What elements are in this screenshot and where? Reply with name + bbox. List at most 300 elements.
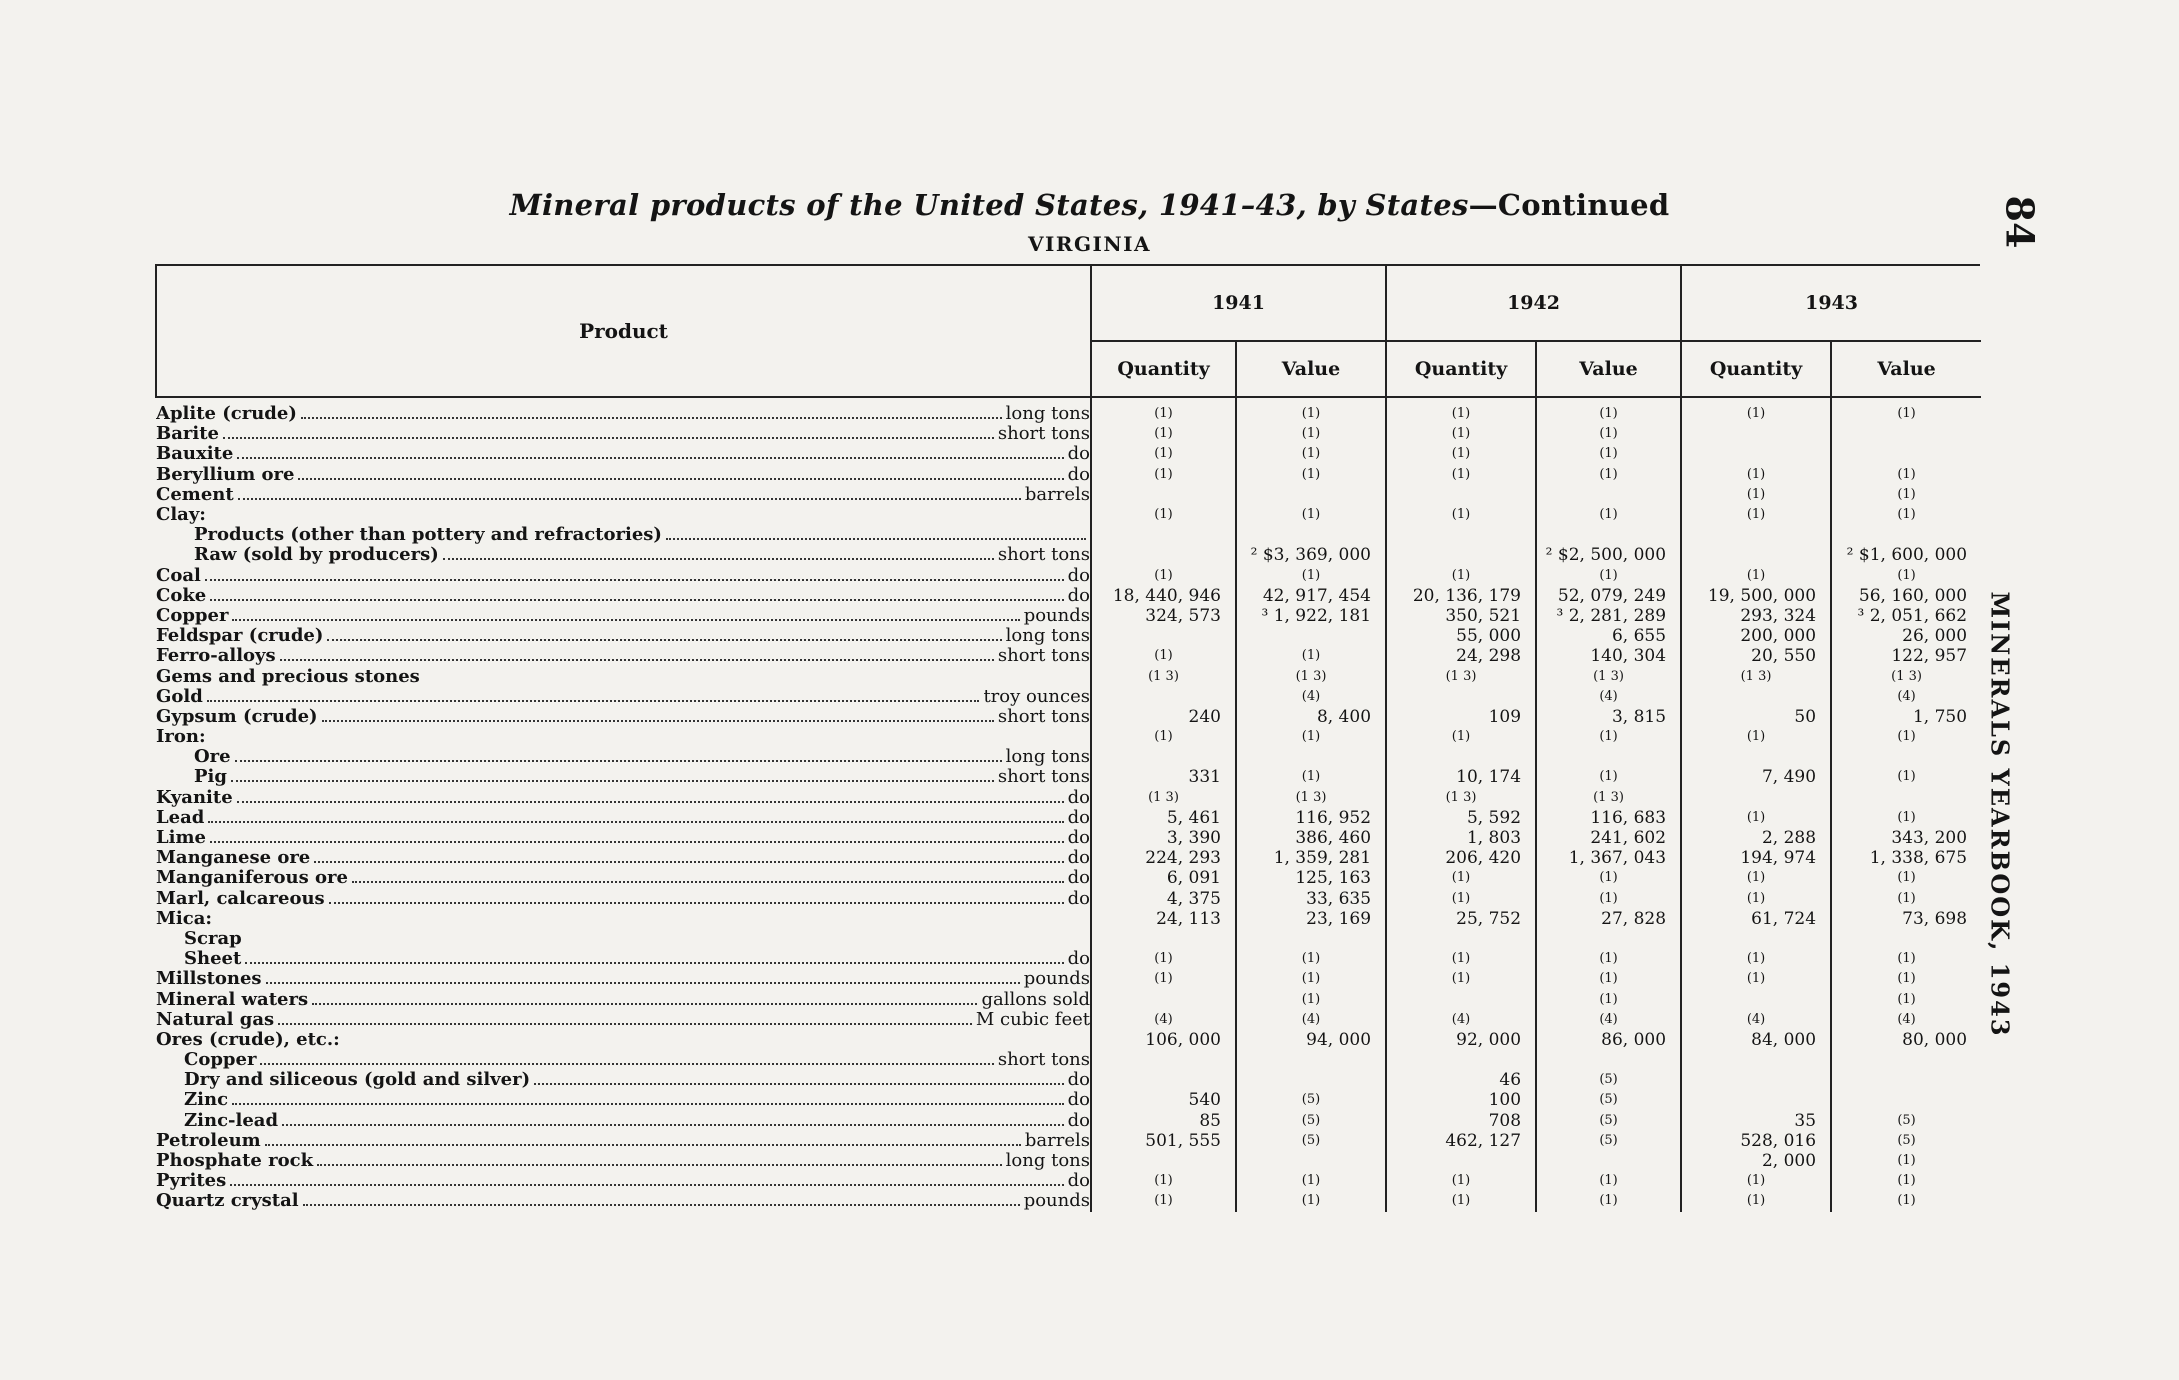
product-name: Phosphate rock <box>156 1150 314 1172</box>
quantity-cell: 324, 573 <box>1091 606 1236 626</box>
value-cell: (5) <box>1236 1111 1386 1131</box>
product-cell <box>156 444 1091 464</box>
product-cell <box>156 747 1091 767</box>
quantity-cell: (1 3) <box>1386 788 1536 808</box>
quantity-cell <box>1091 1050 1236 1070</box>
quantity-cell: 708 <box>1386 1111 1536 1131</box>
table-row <box>156 707 1981 727</box>
product-leader <box>156 848 1090 868</box>
product-unit: do <box>1067 1070 1090 1091</box>
table-row <box>156 444 1981 464</box>
quantity-cell: 3, 390 <box>1091 828 1236 848</box>
value-cell: (4) <box>1536 1010 1681 1030</box>
value-cell: (1) <box>1536 397 1681 424</box>
quantity-cell <box>1681 1090 1831 1110</box>
quantity-cell: 540 <box>1091 1090 1236 1110</box>
product-cell <box>156 828 1091 848</box>
table-row <box>156 397 1981 424</box>
quantity-cell: 2, 000 <box>1681 1151 1831 1171</box>
quantity-cell: (1) <box>1091 969 1236 989</box>
table-row <box>156 929 1981 949</box>
product-leader <box>156 545 1090 565</box>
product-unit: short tons <box>997 767 1090 788</box>
value-cell: (1) <box>1536 969 1681 989</box>
dot-leader <box>301 417 1002 419</box>
value-cell <box>1236 626 1386 646</box>
quantity-cell: (1) <box>1386 505 1536 525</box>
mineral-products-table <box>155 266 1980 1226</box>
subheader-value: Value <box>1536 341 1681 397</box>
quantity-cell <box>1386 485 1536 505</box>
dot-leader <box>238 498 1021 500</box>
quantity-cell <box>1681 1050 1831 1070</box>
quantity-cell: (1) <box>1091 566 1236 586</box>
table-row <box>156 1010 1981 1030</box>
table-row <box>156 1050 1981 1070</box>
quantity-cell: 25, 752 <box>1386 909 1536 929</box>
value-cell: 26, 000 <box>1831 626 1981 646</box>
quantity-cell: 10, 174 <box>1386 767 1536 787</box>
table-row <box>156 1111 1981 1131</box>
table-row <box>156 889 1981 909</box>
product-cell <box>156 727 1091 747</box>
value-cell: 56, 160, 000 <box>1831 586 1981 606</box>
quantity-cell: (1) <box>1681 485 1831 505</box>
product-unit: do <box>1067 868 1090 889</box>
quantity-cell: (1) <box>1091 465 1236 485</box>
product-name: Sheet <box>184 949 242 970</box>
dot-leader <box>322 720 994 722</box>
product-leader <box>156 1151 1090 1171</box>
value-cell: (1) <box>1236 767 1386 787</box>
table-row <box>156 969 1981 989</box>
value-cell: 122, 957 <box>1831 646 1981 666</box>
product-cell <box>156 566 1091 586</box>
product-leader <box>156 485 1090 505</box>
product-name: Manganiferous ore <box>156 868 348 889</box>
product-cell <box>156 606 1091 626</box>
product-leader <box>156 1090 1090 1110</box>
product-unit: do <box>1067 565 1090 586</box>
product-unit: troy ounces <box>983 686 1090 707</box>
table-row <box>156 989 1981 1009</box>
quantity-cell <box>1386 1050 1536 1070</box>
table-row <box>156 1070 1981 1090</box>
product-cell <box>156 1050 1091 1070</box>
quantity-cell: (1) <box>1681 808 1831 828</box>
product-cell <box>156 767 1091 787</box>
product-unit: short tons <box>997 1050 1090 1071</box>
value-cell <box>1536 747 1681 767</box>
dot-leader <box>280 659 994 661</box>
value-cell: 1, 338, 675 <box>1831 848 1981 868</box>
value-cell: (1 3) <box>1831 666 1981 686</box>
dot-leader <box>317 1164 1002 1166</box>
product-unit: do <box>1067 1090 1090 1111</box>
table-title-main: Mineral products of the United States, 1941–43, by States <box>509 188 1469 222</box>
quantity-cell: (1) <box>1681 397 1831 424</box>
quantity-cell <box>1386 687 1536 707</box>
value-cell: (1 3) <box>1536 666 1681 686</box>
year-header-1942: 1942 <box>1386 266 1681 341</box>
value-cell: (1) <box>1236 505 1386 525</box>
value-cell: 1, 359, 281 <box>1236 848 1386 868</box>
table-row <box>156 465 1981 485</box>
value-cell: (1 3) <box>1236 666 1386 686</box>
value-cell: 42, 917, 454 <box>1236 586 1386 606</box>
quantity-cell: 5, 461 <box>1091 808 1236 828</box>
product-cell <box>156 1131 1091 1151</box>
dot-leader <box>260 1063 993 1065</box>
quantity-cell: (1) <box>1091 727 1236 747</box>
value-cell <box>1236 1151 1386 1171</box>
table-row <box>156 525 1981 545</box>
product-name: Cement <box>156 484 234 505</box>
product-leader <box>156 1111 1090 1131</box>
dot-leader <box>210 599 1063 601</box>
quantity-cell: 109 <box>1386 707 1536 727</box>
product-cell <box>156 929 1091 949</box>
quantity-cell <box>1091 989 1236 1009</box>
table-row <box>156 848 1981 868</box>
dot-leader <box>210 841 1064 843</box>
value-cell: (1) <box>1236 1191 1386 1211</box>
product-name: Feldspar (crude) <box>156 626 324 647</box>
quantity-cell <box>1681 525 1831 545</box>
value-cell: ² $1, 600, 000 <box>1831 545 1981 565</box>
product-cell <box>156 909 1091 929</box>
quantity-cell: 46 <box>1386 1070 1536 1090</box>
value-cell: (1) <box>1236 646 1386 666</box>
value-cell: (1) <box>1831 1151 1981 1171</box>
value-cell: (1) <box>1236 444 1386 464</box>
subheader-quantity: Quantity <box>1091 341 1236 397</box>
value-cell: (1) <box>1831 808 1981 828</box>
quantity-cell: (1) <box>1386 969 1536 989</box>
value-cell <box>1236 929 1386 949</box>
dot-leader <box>245 962 1063 964</box>
product-name: Products (other than pottery and refractories) <box>194 525 662 546</box>
value-cell: 8, 400 <box>1236 707 1386 727</box>
product-unit: pounds <box>1023 1191 1090 1212</box>
product-cell <box>156 586 1091 606</box>
table-row <box>156 949 1981 969</box>
product-name: Manganese ore <box>156 848 311 869</box>
product-cell <box>156 505 1091 525</box>
product-leader <box>156 889 1090 909</box>
quantity-cell: 18, 440, 946 <box>1091 586 1236 606</box>
dot-leader <box>231 780 994 782</box>
value-cell: (1) <box>1831 868 1981 888</box>
value-cell: (1) <box>1831 485 1981 505</box>
quantity-cell: (1) <box>1386 1191 1536 1211</box>
value-cell: (1) <box>1536 1171 1681 1191</box>
dot-leader <box>278 1023 972 1025</box>
quantity-cell <box>1091 485 1236 505</box>
quantity-cell: 35 <box>1681 1111 1831 1131</box>
value-cell: (1) <box>1536 767 1681 787</box>
quantity-cell <box>1386 989 1536 1009</box>
table-row <box>156 1090 1981 1110</box>
product-unit: short tons <box>997 646 1090 667</box>
product-leader <box>156 525 1090 545</box>
value-cell: (1) <box>1831 727 1981 747</box>
value-cell: (1) <box>1536 424 1681 444</box>
value-cell <box>1236 485 1386 505</box>
table-row <box>156 909 1981 929</box>
value-cell: (5) <box>1536 1111 1681 1131</box>
product-cell <box>156 707 1091 727</box>
quantity-cell: (1) <box>1681 1191 1831 1211</box>
quantity-cell: 206, 420 <box>1386 848 1536 868</box>
product-unit: pounds <box>1023 969 1090 990</box>
product-name: Pyrites <box>156 1171 227 1192</box>
product-cell <box>156 397 1091 424</box>
value-cell: (5) <box>1536 1131 1681 1151</box>
product-unit: long tons <box>1005 403 1090 425</box>
product-leader <box>156 606 1090 626</box>
quantity-cell <box>1091 626 1236 646</box>
value-cell <box>1236 525 1386 545</box>
value-cell: 116, 952 <box>1236 808 1386 828</box>
value-cell: 94, 000 <box>1236 1030 1386 1050</box>
quantity-cell: (4) <box>1386 1010 1536 1030</box>
product-cell <box>156 1090 1091 1110</box>
table-row <box>156 545 1981 565</box>
product-cell <box>156 889 1091 909</box>
subheader-quantity: Quantity <box>1386 341 1536 397</box>
product-leader <box>156 626 1090 646</box>
table-row <box>156 747 1981 767</box>
product-leader <box>156 1070 1090 1090</box>
value-cell: (1) <box>1236 949 1386 969</box>
running-head: MINERALS YEARBOOK, 1943 <box>1985 591 2015 1038</box>
quantity-cell: 61, 724 <box>1681 909 1831 929</box>
table-title-continued: —Continued <box>1468 188 1670 222</box>
quantity-cell: (1) <box>1386 397 1536 424</box>
value-cell <box>1831 1090 1981 1110</box>
value-cell <box>1536 525 1681 545</box>
value-cell: 80, 000 <box>1831 1030 1981 1050</box>
product-cell <box>156 1151 1091 1171</box>
dot-leader <box>235 760 1002 762</box>
quantity-cell: 293, 324 <box>1681 606 1831 626</box>
product-name: Ore <box>194 747 231 768</box>
product-column-header: Product <box>156 266 1091 397</box>
value-cell: (4) <box>1831 687 1981 707</box>
product-cell <box>156 1171 1091 1191</box>
product-unit: short tons <box>997 545 1090 566</box>
quantity-cell <box>1091 747 1236 767</box>
table-row <box>156 687 1981 707</box>
value-cell: (1) <box>1536 505 1681 525</box>
quantity-cell: (1) <box>1386 566 1536 586</box>
quantity-cell: (1) <box>1681 969 1831 989</box>
table-row <box>156 606 1981 626</box>
value-cell: 52, 079, 249 <box>1536 586 1681 606</box>
product-leader <box>156 949 1090 969</box>
value-cell: (4) <box>1236 687 1386 707</box>
value-cell: (1) <box>1831 969 1981 989</box>
table-row <box>156 1151 1981 1171</box>
quantity-cell: (1) <box>1681 1171 1831 1191</box>
value-cell: (4) <box>1536 687 1681 707</box>
product-leader <box>156 990 1090 1010</box>
value-cell <box>1831 929 1981 949</box>
product-leader <box>156 1171 1090 1191</box>
value-cell <box>1236 747 1386 767</box>
product-name: Copper <box>184 1050 257 1071</box>
quantity-cell: 85 <box>1091 1111 1236 1131</box>
product-name: Aplite (crude) <box>156 403 297 425</box>
value-cell <box>1536 485 1681 505</box>
quantity-cell <box>1386 929 1536 949</box>
quantity-cell: (1) <box>1681 889 1831 909</box>
quantity-cell: (1) <box>1681 727 1831 747</box>
product-name: Raw (sold by producers) <box>194 545 439 566</box>
product-unit: gallons sold <box>981 989 1090 1010</box>
value-cell <box>1831 525 1981 545</box>
quantity-cell <box>1386 525 1536 545</box>
value-cell: (1) <box>1831 465 1981 485</box>
quantity-cell <box>1091 525 1236 545</box>
table-row <box>156 767 1981 787</box>
product-name: Coal <box>156 565 201 586</box>
product-unit: short tons <box>997 706 1090 727</box>
quantity-cell <box>1681 788 1831 808</box>
value-cell: 116, 683 <box>1536 808 1681 828</box>
quantity-cell: 92, 000 <box>1386 1030 1536 1050</box>
product-cell <box>156 1070 1091 1090</box>
value-cell <box>1831 424 1981 444</box>
product-leader <box>156 707 1090 727</box>
value-cell: 125, 163 <box>1236 868 1386 888</box>
value-cell: 386, 460 <box>1236 828 1386 848</box>
product-name: Mica: <box>156 908 213 929</box>
table-row <box>156 424 1981 444</box>
quantity-cell: 350, 521 <box>1386 606 1536 626</box>
quantity-cell: 501, 555 <box>1091 1131 1236 1151</box>
subheader-value: Value <box>1236 341 1386 397</box>
product-leader <box>156 929 1090 949</box>
quantity-cell: (1) <box>1386 444 1536 464</box>
table-row <box>156 505 1981 525</box>
dot-leader <box>666 538 1086 540</box>
dot-leader <box>534 1083 1064 1085</box>
table-row <box>156 626 1981 646</box>
value-cell: (1) <box>1831 397 1981 424</box>
value-cell: ² $2, 500, 000 <box>1536 545 1681 565</box>
product-leader <box>156 1191 1090 1211</box>
value-cell: 343, 200 <box>1831 828 1981 848</box>
product-leader <box>156 1010 1090 1030</box>
value-cell: (5) <box>1831 1131 1981 1151</box>
product-leader <box>156 505 1090 525</box>
product-cell <box>156 808 1091 828</box>
dot-leader <box>443 558 994 560</box>
product-cell <box>156 485 1091 505</box>
product-cell <box>156 525 1091 545</box>
value-cell <box>1536 929 1681 949</box>
product-cell <box>156 626 1091 646</box>
quantity-cell: 1, 803 <box>1386 828 1536 848</box>
product-name: Marl, calcareous <box>156 888 325 909</box>
value-cell <box>1536 1151 1681 1171</box>
quantity-cell <box>1386 545 1536 565</box>
value-cell: (1) <box>1831 1171 1981 1191</box>
dot-leader <box>232 1103 1064 1105</box>
value-cell: (1) <box>1536 949 1681 969</box>
product-unit: do <box>1067 848 1090 869</box>
product-unit: do <box>1067 949 1090 970</box>
product-name: Zinc <box>184 1090 229 1111</box>
value-cell: (1) <box>1236 1171 1386 1191</box>
product-name: Ferro-alloys <box>156 646 276 667</box>
value-cell: (1) <box>1236 424 1386 444</box>
quantity-cell: (4) <box>1681 1010 1831 1030</box>
dot-leader <box>205 579 1064 581</box>
value-cell <box>1831 1050 1981 1070</box>
product-name: Natural gas <box>156 1009 275 1030</box>
product-name: Copper <box>156 605 229 626</box>
subheader-quantity: Quantity <box>1681 341 1831 397</box>
product-leader <box>156 424 1090 444</box>
product-leader <box>156 444 1090 464</box>
value-cell: (1) <box>1536 889 1681 909</box>
dot-leader <box>327 639 1001 641</box>
value-cell: (1) <box>1536 465 1681 485</box>
quantity-cell <box>1091 1151 1236 1171</box>
product-leader <box>156 747 1090 767</box>
table-row <box>156 788 1981 808</box>
value-cell: (4) <box>1236 1010 1386 1030</box>
product-name: Dry and siliceous (gold and silver) <box>184 1070 531 1091</box>
value-cell: 27, 828 <box>1536 909 1681 929</box>
product-unit: long tons <box>1005 747 1090 768</box>
quantity-cell: (1) <box>1681 566 1831 586</box>
quantity-cell: (1 3) <box>1091 666 1236 686</box>
product-cell <box>156 949 1091 969</box>
table-row <box>156 868 1981 888</box>
value-cell <box>1236 1070 1386 1090</box>
value-cell: (1 3) <box>1536 788 1681 808</box>
product-unit: do <box>1067 807 1090 828</box>
product-unit: do <box>1067 464 1090 485</box>
product-cell <box>156 868 1091 888</box>
quantity-cell: 84, 000 <box>1681 1030 1831 1050</box>
product-leader <box>156 969 1090 989</box>
quantity-cell: (1 3) <box>1091 788 1236 808</box>
product-name: Millstones <box>156 969 262 990</box>
quantity-cell: (1) <box>1386 424 1536 444</box>
product-name: Pig <box>194 767 227 788</box>
value-cell: ³ 2, 281, 289 <box>1536 606 1681 626</box>
quantity-cell: (1) <box>1681 868 1831 888</box>
dot-leader <box>230 1184 1063 1186</box>
table-row <box>156 1030 1981 1050</box>
table-body <box>156 397 1981 1212</box>
quantity-cell <box>1681 545 1831 565</box>
dot-leader <box>266 982 1020 984</box>
product-cell <box>156 989 1091 1009</box>
value-cell: ³ 1, 922, 181 <box>1236 606 1386 626</box>
product-cell <box>156 424 1091 444</box>
value-cell <box>1831 788 1981 808</box>
table-row <box>156 646 1981 666</box>
product-cell <box>156 545 1091 565</box>
quantity-cell: (1) <box>1386 949 1536 969</box>
quantity-cell: (4) <box>1091 1010 1236 1030</box>
